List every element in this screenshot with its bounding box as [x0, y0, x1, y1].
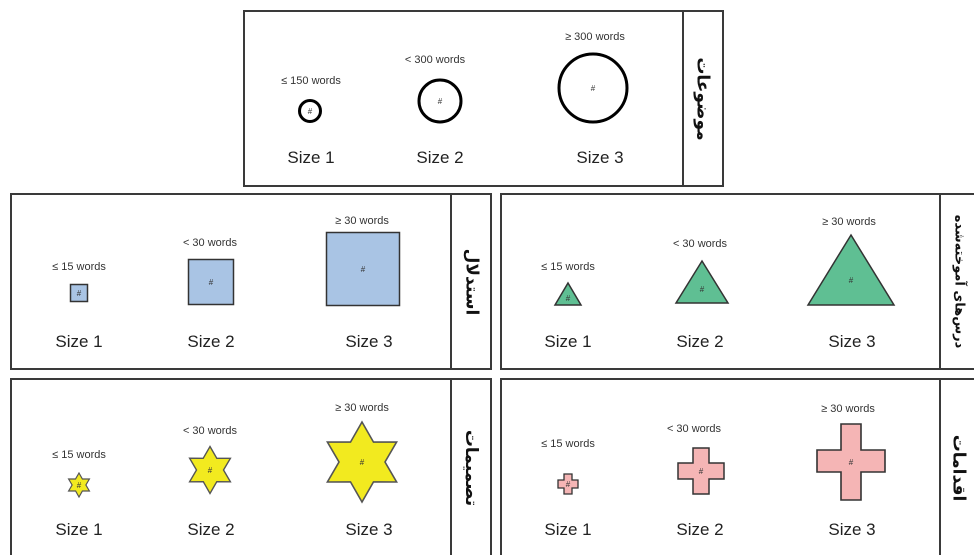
- decisions-size1-words: ≤ 15 words: [52, 449, 106, 461]
- svg-text:#: #: [76, 481, 82, 490]
- decisions-size2-label: Size 2: [187, 520, 235, 539]
- svg-text:#: #: [698, 467, 704, 476]
- topics-size3-label: Size 3: [576, 148, 624, 167]
- svg-text:#: #: [565, 480, 571, 489]
- lessons-size1-triangle: [553, 281, 583, 307]
- decisions-size3-star: [320, 420, 404, 504]
- lessons-size1-label: Size 1: [544, 332, 592, 351]
- decisions-size3-label: Size 3: [345, 520, 393, 539]
- actions-size2-cross: [676, 446, 726, 496]
- lessons-title: درس‌های آموخته‌شده: [951, 214, 966, 349]
- svg-text:#: #: [207, 466, 213, 475]
- svg-text:#: #: [360, 265, 366, 274]
- topics-size1-label: Size 1: [287, 148, 335, 167]
- actions-size1-cross: [556, 472, 580, 496]
- reasoning-size1-label: Size 1: [55, 332, 103, 351]
- topics-size2-words: < 300 words: [404, 54, 466, 66]
- lessons-size3-triangle: [806, 233, 896, 307]
- actions-title: اقدامات: [948, 434, 969, 501]
- lessons-size2-label: Size 2: [676, 332, 724, 351]
- lessons-size3-label: Size 3: [828, 332, 876, 351]
- reasoning-size2-square: [187, 258, 235, 306]
- topics-panel: [243, 10, 724, 187]
- svg-text:#: #: [437, 97, 443, 106]
- decisions-panel: [10, 378, 492, 555]
- actions-size2-words: < 30 words: [666, 423, 722, 435]
- actions-panel: [500, 378, 974, 555]
- lessons-panel: [500, 193, 974, 370]
- reasoning-size1-square: [69, 283, 89, 303]
- lessons-size2-words: < 30 words: [672, 238, 728, 250]
- actions-size3-words: ≥ 30 words: [821, 403, 875, 415]
- svg-text:#: #: [359, 458, 365, 467]
- svg-text:#: #: [848, 276, 854, 285]
- actions-size3-label: Size 3: [828, 520, 876, 539]
- decisions-size3-words: ≥ 30 words: [335, 402, 389, 414]
- reasoning-title: استدلال: [461, 248, 481, 315]
- svg-text:#: #: [565, 294, 571, 303]
- reasoning-size1-words: ≤ 15 words: [52, 261, 106, 273]
- lessons-size3-words: ≥ 30 words: [822, 216, 876, 228]
- topics-title: موضوعات: [693, 56, 714, 141]
- topics-size2-circle: [415, 76, 465, 126]
- svg-text:#: #: [699, 285, 705, 294]
- decisions-title: تصمیمات: [461, 429, 481, 506]
- svg-text:#: #: [848, 458, 854, 467]
- decisions-size1-star: [66, 472, 92, 498]
- topics-size1-words: ≤ 150 words: [281, 75, 341, 87]
- svg-text:#: #: [76, 289, 82, 298]
- svg-text:#: #: [307, 107, 313, 116]
- reasoning-size2-words: < 30 words: [182, 237, 238, 249]
- lessons-size2-triangle: [674, 259, 730, 305]
- actions-size3-cross: [815, 422, 887, 502]
- topics-size3-circle: [555, 50, 631, 126]
- actions-size1-label: Size 1: [544, 520, 592, 539]
- topics-size1-circle: [297, 98, 323, 124]
- reasoning-size2-label: Size 2: [187, 332, 235, 351]
- decisions-size1-label: Size 1: [55, 520, 103, 539]
- decisions-size2-words: < 30 words: [182, 425, 238, 437]
- lessons-size1-words: ≤ 15 words: [541, 261, 595, 273]
- actions-size1-words: ≤ 15 words: [541, 438, 595, 450]
- topics-size2-label: Size 2: [416, 148, 464, 167]
- topics-size3-words: ≥ 300 words: [565, 31, 625, 43]
- svg-text:#: #: [590, 84, 596, 93]
- actions-size2-label: Size 2: [676, 520, 724, 539]
- reasoning-size3-square: [325, 231, 401, 307]
- svg-text:#: #: [208, 278, 214, 287]
- reasoning-panel: [10, 193, 492, 370]
- reasoning-size3-words: ≥ 30 words: [335, 215, 389, 227]
- reasoning-size3-label: Size 3: [345, 332, 393, 351]
- decisions-size2-star: [185, 445, 235, 495]
